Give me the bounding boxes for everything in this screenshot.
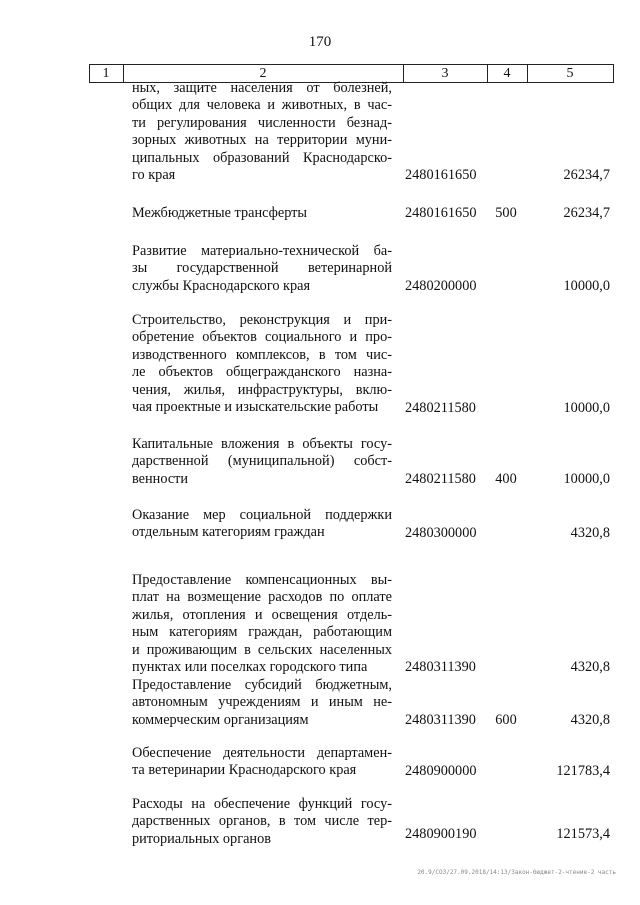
row-code: 2480211580 <box>405 400 476 416</box>
row-description-line: ципальных образований Краснодарско- <box>132 149 392 166</box>
row-code: 2480900190 <box>405 826 477 842</box>
row-amount: 121573,4 <box>556 826 610 842</box>
row-vr: 600 <box>495 712 517 728</box>
row-description-line: го края <box>132 166 176 183</box>
row-amount: 26234,7 <box>563 167 610 183</box>
row-description <box>132 205 392 222</box>
row-code: 2480200000 <box>405 278 477 294</box>
row-description-line: Обеспечение деятельности департамен- <box>132 745 392 761</box>
row-amount: 4320,8 <box>570 525 610 541</box>
row-amount: 4320,8 <box>570 659 610 675</box>
row-description-line: зорных животных на территории муни- <box>132 132 392 149</box>
row-amount: 4320,8 <box>570 712 610 728</box>
row-description-line: автономным учреждениям и иным не- <box>132 694 392 711</box>
row-description-line: дарственной (муниципальной) собст- <box>132 453 392 470</box>
row-amount: 10000,0 <box>563 400 610 416</box>
row-description-line: дарственных органов, в том числе тер- <box>132 813 392 830</box>
row-amount: 26234,7 <box>563 205 610 221</box>
row-code: 2480311390 <box>405 712 476 728</box>
header-col-5: 5 <box>566 66 574 81</box>
row-amount: 10000,0 <box>563 471 610 487</box>
header-col-4: 4 <box>503 66 511 81</box>
row-description-line: общих для человека и животных, в час- <box>132 97 392 114</box>
row-description <box>132 507 392 542</box>
row-description-line: Расходы на обеспечение функций госу- <box>132 796 392 812</box>
header-col-2: 2 <box>259 66 267 81</box>
row-description-line: и проживающим в сельских населенных <box>132 641 392 658</box>
row-description-line: зы государственной ветеринарной <box>132 260 392 277</box>
row-description <box>132 677 392 729</box>
row-description <box>132 436 392 488</box>
row-vr: 400 <box>495 471 517 487</box>
row-description-line: чения, жилья, инфраструктуры, вклю- <box>132 381 392 398</box>
header-col-1: 1 <box>102 66 110 81</box>
row-description <box>132 796 392 848</box>
row-description <box>132 243 392 295</box>
row-description <box>132 572 392 676</box>
row-code: 2480900000 <box>405 763 477 779</box>
row-description-line: Межбюджетные трансферты <box>132 205 308 221</box>
page-number: 170 <box>308 34 332 50</box>
row-description-line: обретение объектов социального и про- <box>132 329 392 346</box>
row-description-line: пунктах или поселках городского типа <box>132 658 368 675</box>
row-amount: 10000,0 <box>563 278 610 294</box>
row-vr: 500 <box>495 205 517 221</box>
row-description <box>132 745 392 780</box>
row-code: 2480161650 <box>405 205 477 221</box>
row-description-line: отдельным категориям граждан <box>132 524 325 541</box>
row-description-line: Развитие материально-технической ба- <box>132 243 392 259</box>
row-description-line: жилья, отопления и освещения отдель- <box>132 606 392 623</box>
row-description-line: ным категориям граждан, работающим <box>132 624 392 641</box>
row-description-line: риториальных органов <box>132 830 271 847</box>
row-description-line: Капитальные вложения в объекты госу- <box>132 436 392 452</box>
footer-stamp: 20.9/СОЗ/27.09.2018/14:13/Закон-бюджет-2-чтение-2 часть <box>417 869 616 876</box>
row-amount: 121783,4 <box>556 763 610 779</box>
row-description-line: Предоставление компенсационных вы- <box>132 572 392 588</box>
row-description-line: Предоставление субсидий бюджетным, <box>132 677 392 693</box>
row-description-line: венности <box>132 470 189 487</box>
row-description <box>132 80 392 184</box>
row-code: 2480300000 <box>405 525 477 541</box>
row-description-line: изводственного комплексов, в том чис- <box>132 346 392 363</box>
row-description-line: коммерческим организациям <box>132 711 309 728</box>
row-code: 2480311390 <box>405 659 476 675</box>
row-description-line: ле объектов общегражданского назна- <box>132 364 392 381</box>
header-col-3: 3 <box>441 66 449 81</box>
row-code: 2480161650 <box>405 167 477 183</box>
row-description-line: плат на возмещение расходов по оплате <box>132 589 392 606</box>
row-description-line: ных, защите населения от болезней, <box>132 80 392 96</box>
row-description-line: ти регулирования численности безнад- <box>132 114 392 131</box>
row-code: 2480211580 <box>405 471 476 487</box>
row-description <box>132 312 392 416</box>
row-description-line: та ветеринарии Краснодарского края <box>132 762 357 779</box>
row-description-line: Строительство, реконструкция и при- <box>132 312 392 328</box>
row-description-line: службы Краснодарского края <box>132 277 311 294</box>
row-description-line: Оказание мер социальной поддержки <box>132 507 392 523</box>
row-description-line: чая проектные и изыскательские работы <box>132 398 379 415</box>
